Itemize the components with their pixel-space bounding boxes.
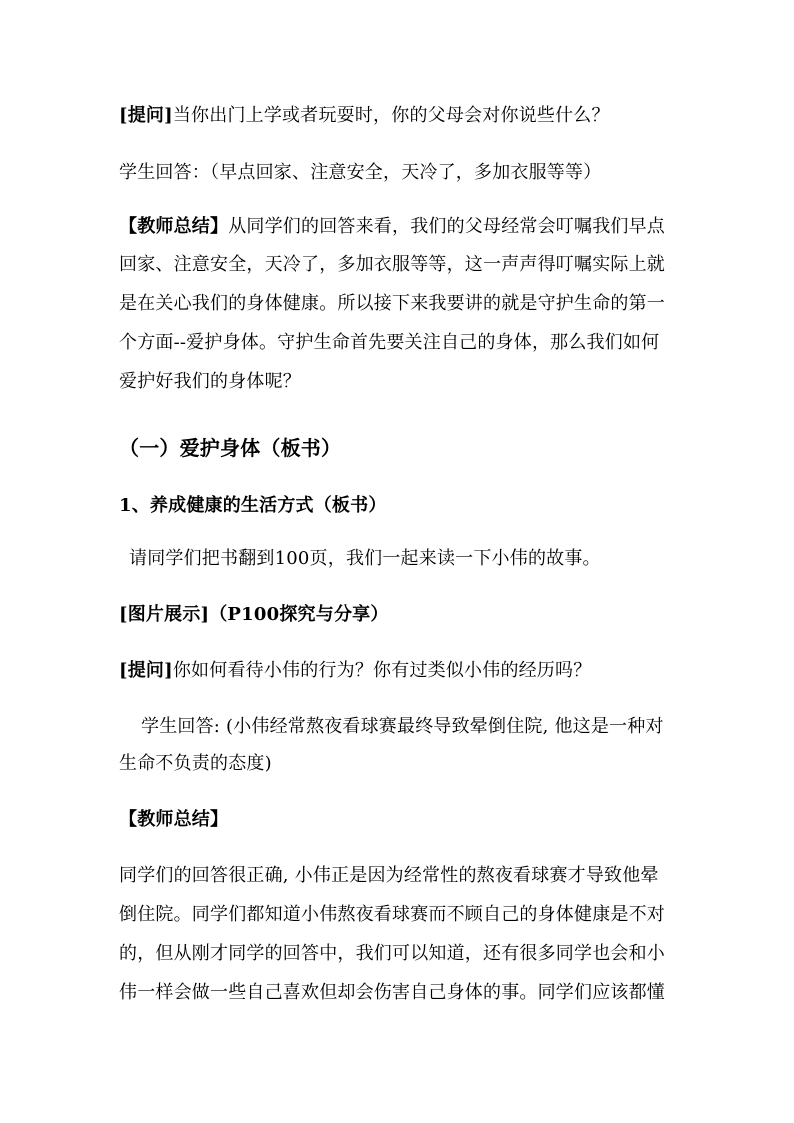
summary-2-line-4: 伟一样会做一些自己喜欢但却会伤害自己身体的事。同学们应该都懂 <box>119 982 665 1003</box>
summary-1-line-3: 是在关心我们的身体健康。所以接下来我要讲的就是守护生命的第一 <box>119 293 665 314</box>
instruction-paragraph: 请同学们把书翻到100页，我们一起来读一下小伟的故事。 <box>129 548 601 569</box>
question-1 <box>119 104 610 128</box>
summary-text: 从同学们的回答来看，我们的父母经常会叮嘱我们早点 <box>228 216 666 237</box>
question-label: [提问] <box>119 660 173 681</box>
question-label: [提问] <box>119 105 173 126</box>
section-heading: （一）爱护身体（板书） <box>119 436 342 460</box>
answer-1: 学生回答：（早点回家、注意安全，天冷了，多加衣服等等） <box>119 162 602 183</box>
answer-2-line-1: 学生回答: (小伟经常熬夜看球赛最终导致晕倒住院, 他这是一种对 <box>141 716 664 737</box>
answer-2-line-2: 生命不负责的态度) <box>119 753 272 774</box>
summary-2-line-1: 同学们的回答很正确, 小伟正是因为经常性的熬夜看球赛才导致他晕 <box>119 865 659 886</box>
summary-2-label: 【教师总结】 <box>119 809 229 830</box>
summary-1-line-1 <box>119 215 665 239</box>
question-text: 你如何看待小伟的行为？你有过类似小伟的经历吗？ <box>172 660 592 681</box>
image-display <box>119 603 389 627</box>
question-text: 当你出门上学或者玩耍时，你的父母会对你说些什么？ <box>172 105 610 126</box>
question-2 <box>119 659 591 683</box>
image-display-label: [图片展示] <box>119 604 210 625</box>
summary-label: 【教师总结】 <box>119 216 229 237</box>
image-display-text: （P100探究与分享） <box>209 604 389 625</box>
summary-2-line-3: 的，但从刚才同学的回答中，我们可以知道，还有很多同学也会和小 <box>119 943 665 964</box>
subsection-heading: 1、养成健康的生活方式（板书） <box>119 495 387 516</box>
summary-2-line-2: 倒住院。同学们都知道小伟熬夜看球赛而不顾自己的身体健康是不对 <box>119 904 665 925</box>
summary-1-line-5: 爱护好我们的身体呢？ <box>119 371 301 392</box>
summary-1-line-4: 个方面--爱护身体。守护生命首先要关注自己的身体，那么我们如何 <box>119 332 660 353</box>
summary-1-line-2: 回家、注意安全，天冷了，多加衣服等等，这一声声得叮嘱实际上就 <box>119 254 665 275</box>
